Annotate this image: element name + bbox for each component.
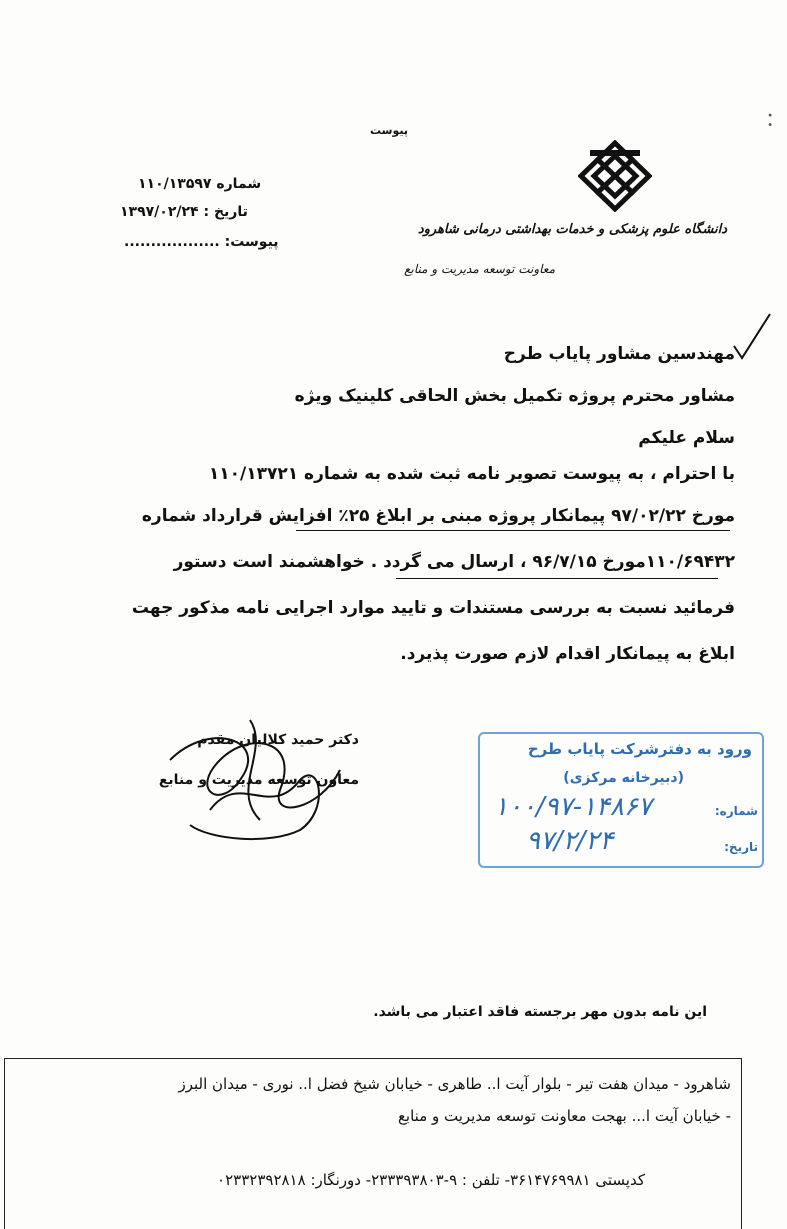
recipient-line-2: مشاور محترم پروژه تکمیل بخش الحاقی کلینیک ویژه bbox=[294, 386, 735, 406]
university-name: دانشگاه علوم پزشکی و خدمات بهداشتی درمانی شاهرود bbox=[417, 222, 727, 237]
greeting: سلام علیکم bbox=[638, 428, 735, 448]
stamp-number-value: ۱۰۰/۹۷-۱۴۸۶۷ bbox=[494, 792, 652, 822]
body-line-1: با احترام ، به پیوست تصویر نامه ثبت شده به شماره ۱۱۰/۱۳۷۲۱ bbox=[208, 464, 735, 484]
letter-attachment-label: پیوست: bbox=[224, 234, 279, 250]
department-name: معاونت توسعه مدیریت و منابع bbox=[404, 262, 555, 276]
letter-number bbox=[138, 176, 261, 192]
stamp-title: ورود به دفترشرکت پایاب طرح bbox=[527, 740, 752, 758]
letter-number-value: ۱۱۰/۱۳۵۹۷ bbox=[138, 176, 212, 192]
footer-box bbox=[4, 1058, 742, 1229]
underline-contract-number bbox=[396, 578, 718, 579]
signatory-title: معاون توسعه مدیریت و منابع bbox=[158, 772, 359, 788]
stamp-date-label: تاریخ: bbox=[724, 840, 758, 854]
stamp-subtitle: (دبیرخانه مرکزی) bbox=[563, 770, 684, 786]
footer-address-1: شاهرود - میدان هفت تیر - بلوار آیت ا.. طاهری - خیابان شیخ فضل ا.. نوری - میدان البرز bbox=[178, 1075, 731, 1093]
letter-attachment bbox=[124, 234, 279, 250]
handwritten-signature bbox=[150, 700, 360, 854]
scan-edge-mark: ∙ ∙ bbox=[764, 112, 775, 128]
university-logo bbox=[578, 140, 652, 212]
footer-contact: کدپستی ۳۶۱۴۷۶۹۹۸۱- تلفن : ۹-۲۳۳۳۹۳۸۰۳- دورنگار: ۰۲۳۳۲۳۹۲۸۱۸ bbox=[217, 1171, 645, 1189]
letter-date bbox=[120, 204, 248, 220]
letter-number-label: شماره bbox=[216, 176, 262, 192]
underline-contract bbox=[296, 530, 730, 531]
body-line-3: ۱۱۰/۶۹۴۳۲مورخ ۹۶/۷/۱۵ ، ارسال می گردد . خواهشمند است دستور bbox=[173, 552, 735, 572]
receipt-stamp bbox=[478, 732, 764, 868]
letter-date-label: تاریخ : bbox=[203, 204, 248, 220]
stamp-date-value: ۹۷/۲/۲۴ bbox=[526, 826, 614, 856]
validity-note: این نامه بدون مهر برجسته فاقد اعتبار می باشد. bbox=[373, 1004, 707, 1020]
body-line-2: مورخ ۹۷/۰۲/۲۲ پیمانکار پروژه مبنی بر ابلاغ ۲۵٪ افزایش قرارداد شماره bbox=[141, 506, 735, 526]
footer-address-2: - خیابان آیت ا... بهجت معاونت توسعه مدیریت و منابع bbox=[397, 1107, 731, 1125]
letter-attachment-value: .................. bbox=[124, 234, 220, 250]
checkmark-icon bbox=[732, 312, 772, 364]
top-mark: پیوست bbox=[370, 124, 408, 137]
body-line-5: ابلاغ به پیمانکار اقدام لازم صورت پذیرد. bbox=[400, 644, 735, 664]
stamp-number-label: شماره: bbox=[714, 804, 758, 818]
body-line-4: فرمائید نسبت به بررسی مستندات و تایید موارد اجرایی نامه مذکور جهت bbox=[131, 598, 735, 618]
letter-date-value: ۱۳۹۷/۰۲/۲۴ bbox=[120, 204, 199, 220]
signatory-name: دکتر حمید کلالیان مقدم bbox=[197, 732, 359, 748]
recipient-line-1: مهندسین مشاور پایاب طرح bbox=[503, 344, 735, 364]
